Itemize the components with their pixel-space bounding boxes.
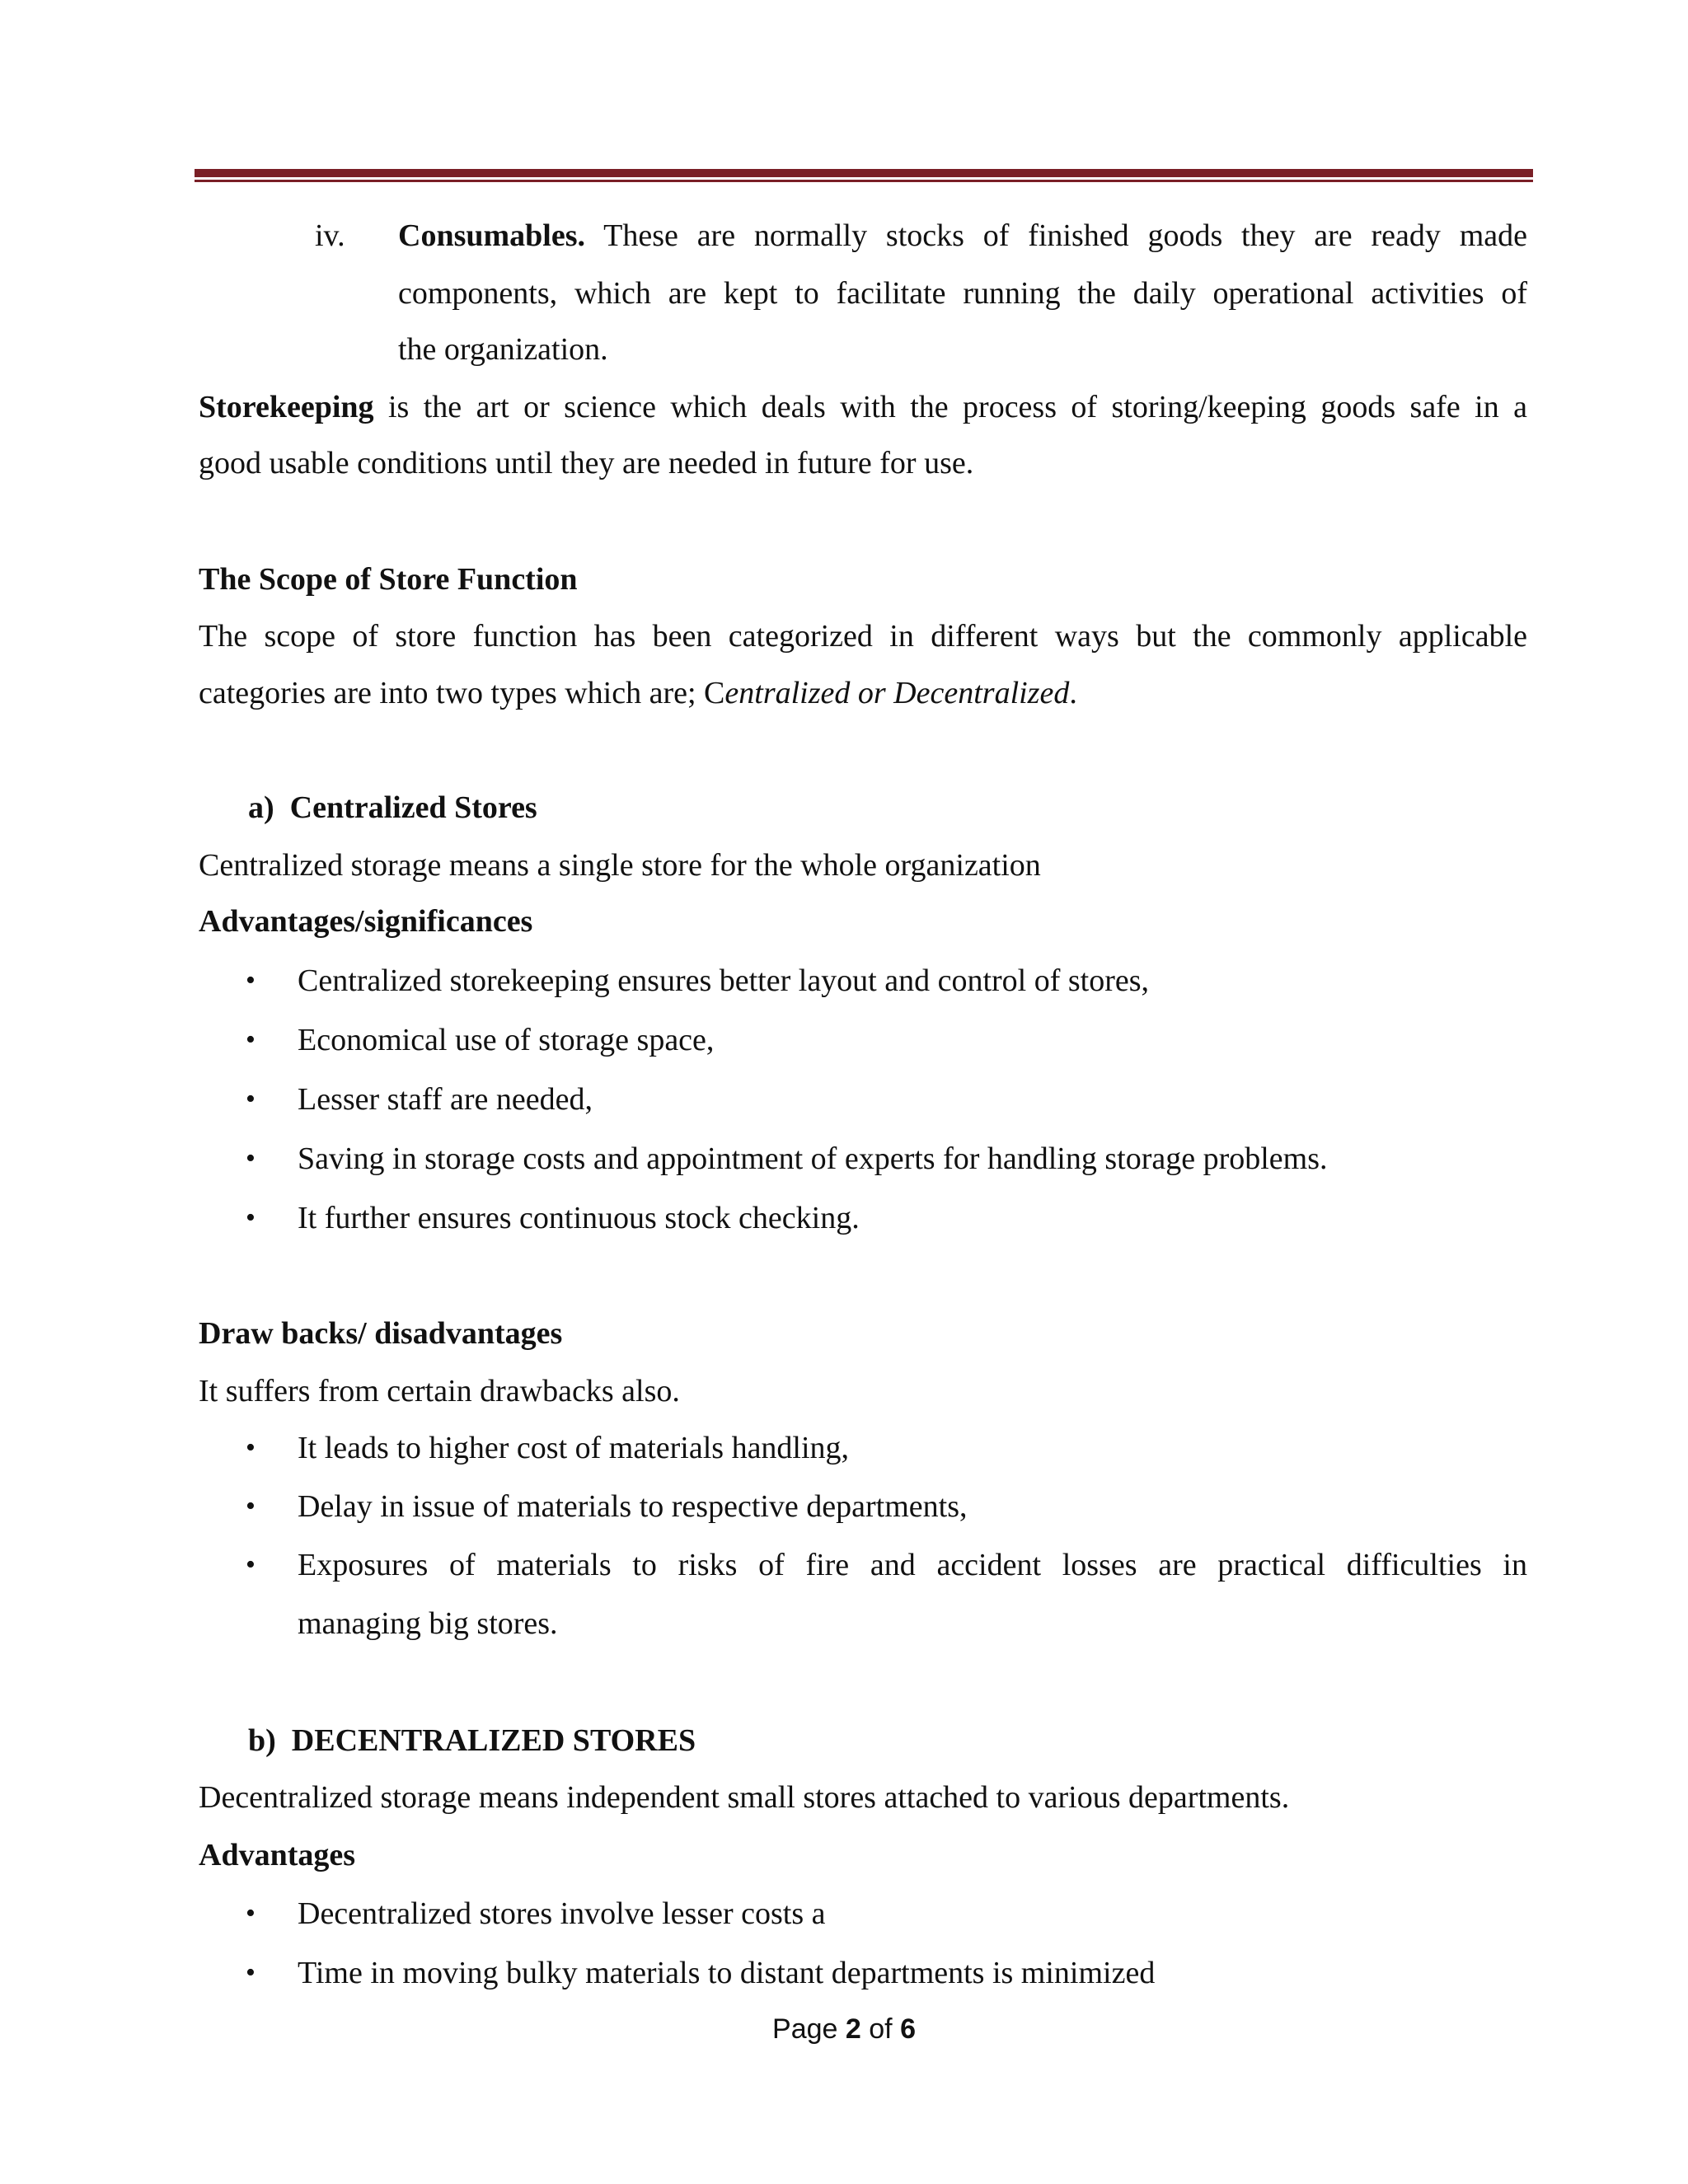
bullet-icon: •	[246, 1898, 256, 1929]
bullet-icon: •	[246, 1143, 256, 1174]
scope-line-2-italic: entralized or Decentralized	[724, 676, 1070, 710]
consumables-line-1	[398, 216, 1527, 255]
storekeeping-term: Storekeeping	[199, 390, 374, 424]
bullet-icon: •	[246, 1432, 256, 1463]
centralized-advantage-item: Economical use of storage space,	[298, 1023, 715, 1057]
centralized-definition: Centralized storage means a single store for the whole organization	[199, 848, 1041, 883]
decentralized-advantages-heading: Advantages	[199, 1838, 356, 1872]
decentralized-definition: Decentralized storage means independent small stores attached to various departments.	[199, 1780, 1290, 1815]
consumables-line-3: the organization.	[398, 332, 608, 367]
storekeeping-line-1	[199, 387, 1527, 427]
consumables-line-2: components, which are kept to facilitate running the daily operational activities of	[398, 276, 1527, 311]
decentralized-heading: b) DECENTRALIZED STORES	[248, 1723, 696, 1758]
centralized-advantage-item: It further ensures continuous stock checking.	[298, 1201, 860, 1235]
centralized-advantages-heading: Advantages/significances	[199, 904, 533, 939]
header-rule-thick	[195, 169, 1533, 177]
drawback-item: It leads to higher cost of materials handling,	[298, 1431, 850, 1465]
scope-line-2-prefix: categories are into two types which are; C	[199, 676, 725, 710]
header-rule-thin	[195, 180, 1533, 182]
scope-line-2	[199, 673, 1077, 713]
consumables-term: Consumables.	[398, 218, 585, 253]
footer-of-label: of	[869, 2013, 893, 2045]
list-numeral: iv.	[315, 218, 345, 253]
scope-line-1: The scope of store function has been categorized in different ways but the commonly applicable	[199, 619, 1527, 654]
bullet-icon: •	[246, 1202, 256, 1233]
centralized-advantage-item: Centralized storekeeping ensures better layout and control of stores,	[298, 963, 1150, 998]
centralized-advantage-item: Saving in storage costs and appointment of experts for handling storage problems.	[298, 1141, 1328, 1176]
page-footer	[0, 2009, 1688, 2049]
bullet-icon: •	[246, 1957, 256, 1988]
scope-line-2-suffix: .	[1069, 676, 1077, 710]
bullet-icon: •	[246, 1491, 256, 1521]
drawbacks-intro: It suffers from certain drawbacks also.	[199, 1374, 680, 1408]
storekeeping-line-1-text: is the art or science which deals with the process of storing/keeping goods safe in a	[387, 390, 1528, 424]
decentralized-advantage-item: Time in moving bulky materials to distant departments is minimized	[298, 1956, 1156, 1990]
bullet-icon: •	[246, 1549, 256, 1580]
storekeeping-line-2: good usable conditions until they are needed in future for use.	[199, 446, 974, 480]
centralized-advantage-item: Lesser staff are needed,	[298, 1082, 593, 1117]
drawback-item-continuation: managing big stores.	[298, 1606, 558, 1641]
bullet-icon: •	[246, 1084, 256, 1114]
centralized-heading: a) Centralized Stores	[248, 790, 537, 825]
bullet-icon: •	[246, 1024, 256, 1055]
footer-total-pages: 6	[900, 2013, 916, 2045]
drawback-item: Delay in issue of materials to respective departments,	[298, 1489, 968, 1524]
drawbacks-heading: Draw backs/ disadvantages	[199, 1316, 563, 1351]
decentralized-advantage-item: Decentralized stores involve lesser costs a	[298, 1896, 826, 1931]
bullet-icon: •	[246, 965, 256, 996]
consumables-line-1-text: These are normally stocks of finished goods they are ready made	[603, 218, 1527, 253]
footer-page-number: 2	[845, 2013, 861, 2045]
scope-heading: The Scope of Store Function	[199, 562, 578, 597]
drawback-item: Exposures of materials to risks of fire and accident losses are practical difficulties in	[298, 1548, 1527, 1582]
footer-page-label: Page	[772, 2013, 838, 2045]
